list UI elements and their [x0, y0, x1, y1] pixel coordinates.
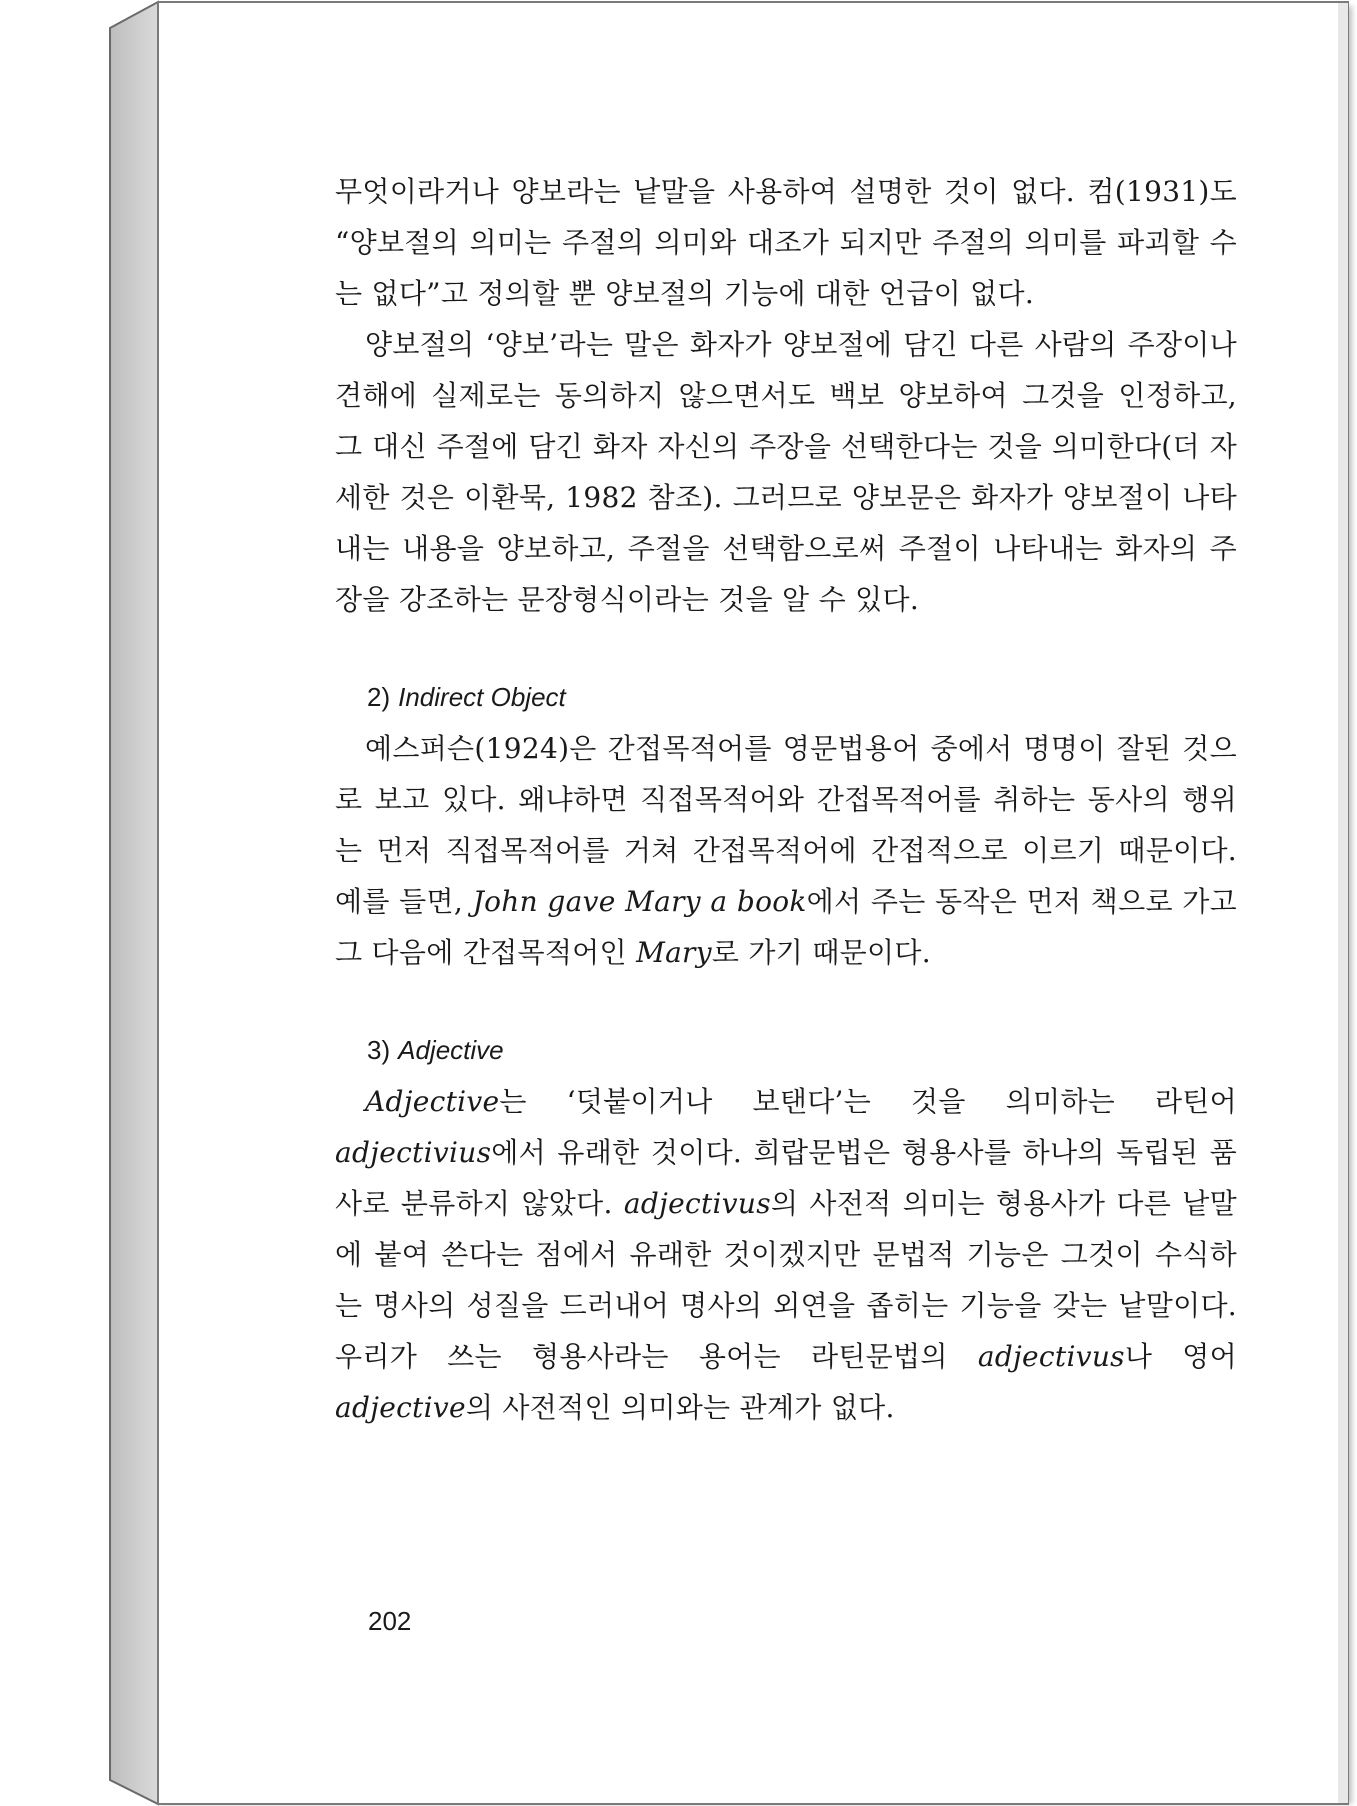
text-run: 예스퍼슨(1924)은 간접목적어를 영문법용어 중에서 명명이 잘된 것으로 보고 있다. 왜냐하면 직접목적어와 간접목적어를 취하는 동사의 행위는 먼저 직접목적어를 거쳐 간접목적어에 간접적으로 이르기 때문이다. 예를 들면,	[335, 732, 1237, 918]
page-body	[335, 166, 1237, 1433]
english-term: adjective	[335, 1391, 466, 1424]
section-number: 2)	[367, 682, 391, 712]
example-sentence: John gave Mary a book	[472, 885, 807, 918]
book-spine	[110, 2, 158, 1804]
latin-term: adjectivius	[335, 1136, 492, 1169]
text-run: 에서 주는 동작은 먼저 책으로 가고 그 다음에 간접목적어인	[335, 885, 1237, 969]
text-run: 의 사전적인 의미와는 관계가 없다.	[465, 1391, 895, 1424]
text-run: 는 ‘덧붙이거나 보탠다’는 것을 의미하는 라틴어	[499, 1085, 1237, 1118]
text-run: 에서 유래한 것이다. 희랍문법은 형용사를 하나의 독립된 품사로 분류하지 않았다.	[335, 1136, 1237, 1220]
section-number: 3)	[367, 1035, 391, 1065]
text-run: 의 사전적 의미는 형용사가 다른 낱말에 붙여 쓴다는 점에서 유래한 것이겠지만 문법적 기능은 그것이 수식하는 명사의 성질을 드러내어 명사의 외연을 좁히는 기능을 갖는 낱말이다. 우리가 쓰는 형용사라는 용어는 라틴문법의	[335, 1187, 1238, 1373]
page-right-edge	[1338, 3, 1348, 1803]
latin-term: adjectivus	[977, 1340, 1125, 1373]
paragraph-indirect-object	[335, 723, 1237, 978]
text-run: 나 영어	[1124, 1340, 1237, 1373]
section-heading-adjective	[335, 1030, 1237, 1070]
page-number: 202	[368, 1606, 412, 1636]
section-title: Indirect Object	[398, 682, 566, 712]
paragraph-adjective	[335, 1076, 1237, 1433]
section-title: Adjective	[398, 1035, 504, 1065]
paragraph-2: 양보절의 ‘양보’라는 말은 화자가 양보절에 담긴 다른 사람의 주장이나 견해에 실제로는 동의하지 않으면서도 백보 양보하여 그것을 인정하고, 그 대신 주절에 담긴 화자 자신의 주장을 선택한다는 것을 의미한다(더 자세한 것은 이환묵, 1982 참조). 그러므로 양보문은 화자가 양보절이 나타내는 내용을 양보하고, 주절을 선택함으로써 주절이 나타내는 화자의 주장을 강조하는 문장형식이라는 것을 알 수 있다.	[335, 328, 1237, 616]
latin-term: adjectivus	[623, 1187, 771, 1220]
paragraph-1: 무엇이라거나 양보라는 낱말을 사용하여 설명한 것이 없다. 컴(1931)도 “양보절의 의미는 주절의 의미와 대조가 되지만 주절의 의미를 파괴할 수는 없다”고 정의할 뿐 양보절의 기능에 대한 언급이 없다.	[335, 175, 1237, 310]
term: Adjective	[365, 1085, 500, 1118]
section-heading-indirect-object	[335, 677, 1237, 717]
example-word: Mary	[636, 936, 712, 969]
text-run: 로 가기 때문이다.	[711, 936, 931, 969]
